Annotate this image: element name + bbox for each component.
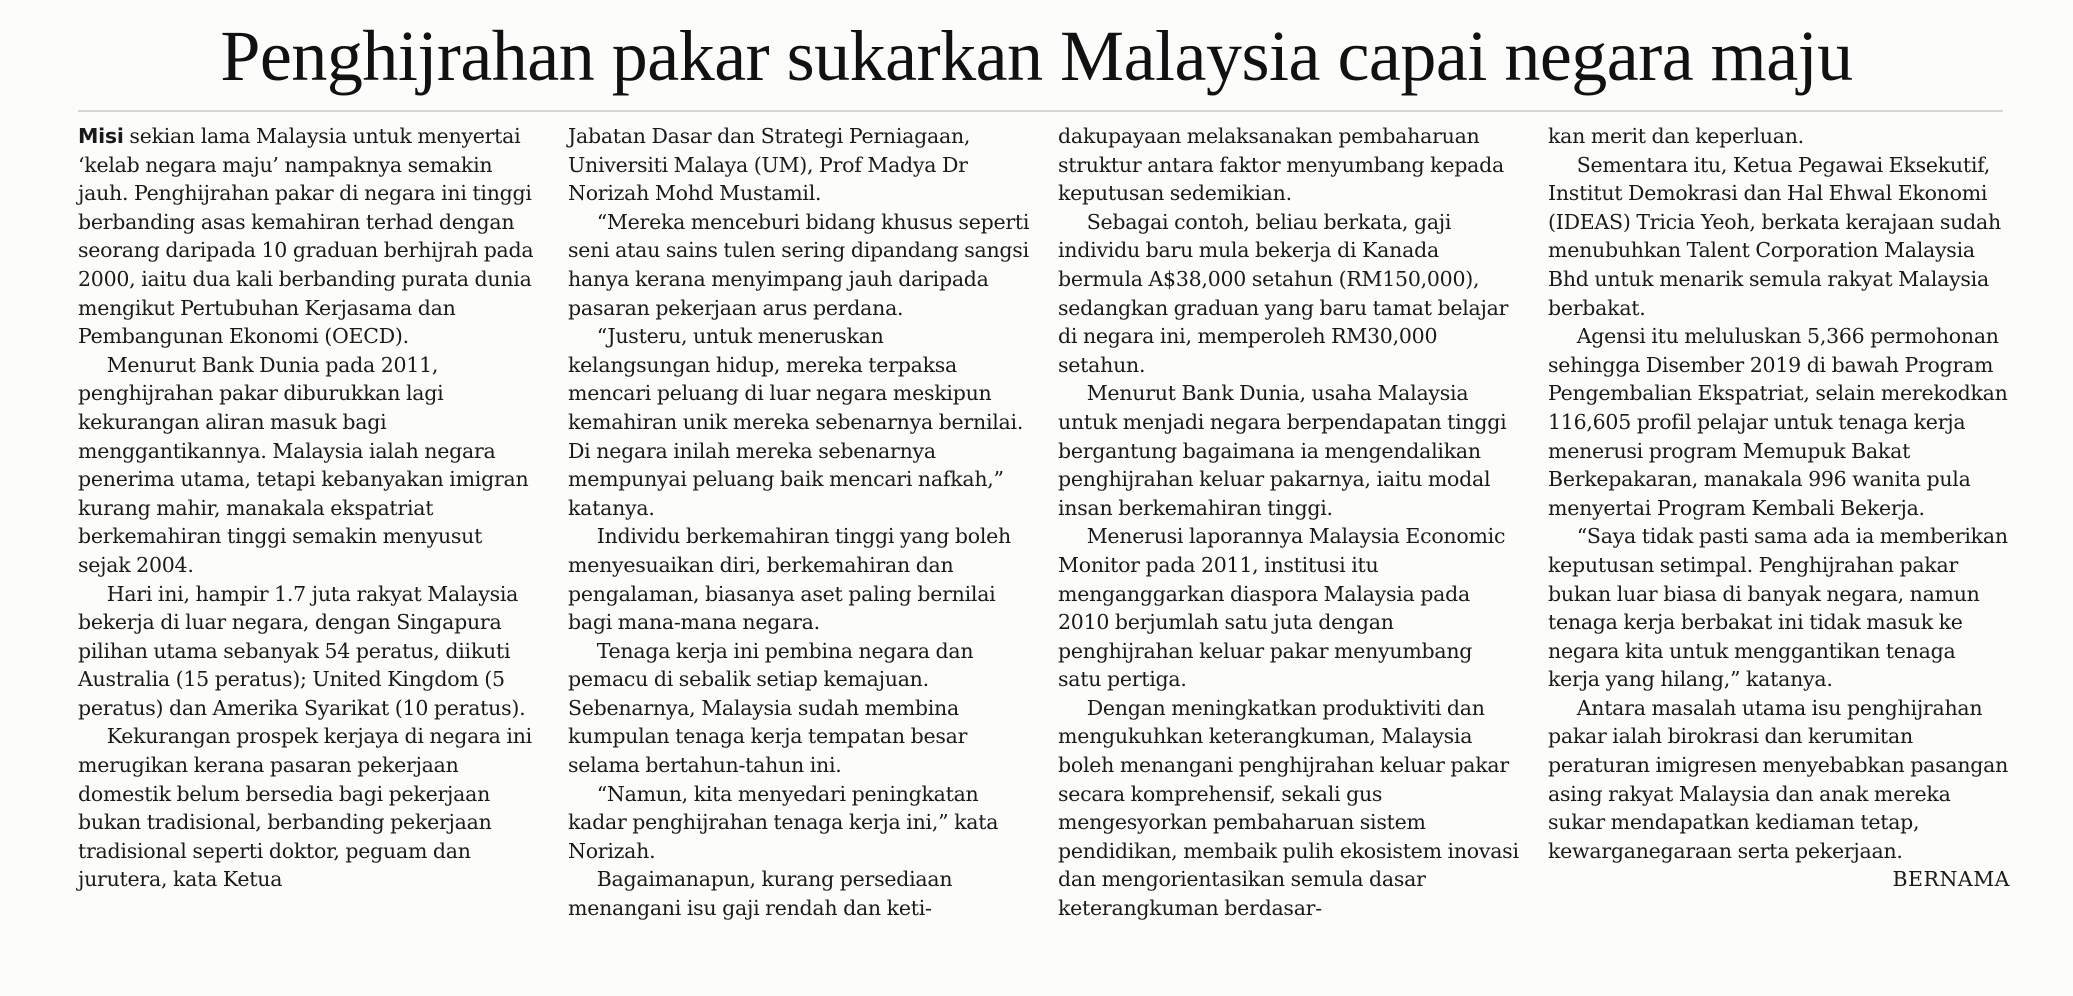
paragraph: “Justeru, untuk meneruskan kelangsungan hidup, mereka terpaksa mencari peluang di luar negara meskipun kemahiran unik mereka sebenarnya bernilai. Di negara inilah mereka sebenarnya mempunyai peluang baik mencari nafkah,” katanya.	[568, 324, 1024, 520]
paragraph	[78, 122, 540, 351]
paragraph: Tenaga kerja ini pembina negara dan pemacu di sebalik setiap kemajuan. Sebenarnya, Malaysia sudah membina kumpulan tenaga kerja tempatan besar selama bertahun-tahun ini.	[568, 638, 974, 778]
lead-word: Misi	[78, 124, 124, 148]
paragraph-text: Antara masalah utama isu penghijrahan pakar ialah birokrasi dan kerumitan peraturan imigresen menyebabkan pasangan asing rakyat Malaysia dan anak mereka sukar mendapatkan kediaman tetap, kewarganegaraan serta pekerjaan.	[1548, 695, 2009, 863]
paragraph: Sementara itu, Ketua Pegawai Eksekutif, Institut Demokrasi dan Hal Ehwal Ekonomi (IDEAS) Tricia Yeoh, berkata kerajaan sudah menubuhkan Talent Corporation Malaysia Bhd untuk menarik semula rakyat Malaysia berbakat.	[1548, 152, 2001, 320]
article-headline: Penghijrahan pakar sukarkan Malaysia capai negara maju	[220, 16, 1853, 96]
paragraph: “Saya tidak pasti sama ada ia memberikan keputusan setimpal. Penghijrahan pakar bukan luar biasa di banyak negara, namun tenaga kerja berbakat ini tidak masuk ke negara kita untuk menggantikan tenaga kerja yang hilang,” katanya.	[1548, 524, 2008, 692]
paragraph: Jabatan Dasar dan Strategi Perniagaan, Universiti Malaya (UM), Prof Madya Dr Norizah Mohd Mustamil.	[568, 124, 971, 206]
paragraph: Bagaimanapun, kurang persediaan menangani isu gaji rendah dan keti-	[568, 867, 953, 921]
paragraph: dakupayaan melaksanakan pembaharuan struktur antara faktor menyumbang kepada keputusan sedemikian.	[1058, 124, 1504, 206]
article-column-3	[1058, 122, 1520, 923]
paragraph: Hari ini, hampir 1.7 juta rakyat Malaysia bekerja di luar negara, dengan Singapura pilihan utama sebanyak 54 peratus, diikuti Australia (15 peratus); United Kingdom (5 peratus) dan Amerika Syarikat (10 peratus).	[78, 581, 526, 720]
paragraph: kan merit dan keperluan.	[1548, 124, 1804, 148]
paragraph: Menerusi laporannya Malaysia Economic Monitor pada 2011, institusi itu menganggarkan diaspora Malaysia pada 2010 berjumlah satu juta dengan penghijrahan keluar pakar menyumbang satu pertiga.	[1058, 524, 1506, 692]
paragraph: Sebagai contoh, beliau berkata, gaji individu baru mula bekerja di Kanada bermula A$38,000 setahun (RM150,000), sedangkan graduan yang baru tamat belajar di negara ini, memperoleh RM30,000 setahun.	[1058, 209, 1509, 377]
paragraph: “Namun, kita menyedari peningkatan kadar penghijrahan tenaga kerja ini,” kata Norizah.	[568, 781, 999, 863]
paragraph-text: sekian lama Malaysia untuk menyertai ‘kelab negara maju’ nampaknya semakin jauh. Penghijrahan pakar di negara ini tinggi berbanding asas kemahiran terhad dengan seorang daripada 10 graduan berhijrah pada 2000, iaitu dua kali berbanding purata dunia mengikut Pertubuhan Kerjasama dan Pembangunan Ekonomi (OECD).	[78, 124, 534, 349]
paragraph	[1548, 694, 2010, 892]
paragraph: Kekurangan prospek kerjaya di negara ini merugikan kerana pasaran pekerjaan domestik belum bersedia bagi pekerjaan bukan tradisional, berbanding pekerjaan tradisional seperti doktor, peguam dan jurutera, kata Ketua	[78, 724, 532, 892]
paragraph: Menurut Bank Dunia pada 2011, penghijrahan pakar diburukkan lagi kekurangan aliran masuk bagi menggantikannya. Malaysia ialah negara penerima utama, tetapi kebanyakan imigran kurang mahir, manakala ekspatriat berkemahiran tinggi semakin menyusut sejak 2004.	[78, 352, 529, 577]
paragraph: Dengan meningkatkan produktiviti dan mengukuhkan keterangkuman, Malaysia boleh menangani penghijrahan keluar pakar secara komprehensif, sekali gus mengesyorkan pembaharuan sistem pendidikan, membaik pulih ekosistem inovasi dan mengorientasikan semula dasar keterangkuman berdasar-	[1058, 695, 1519, 921]
article-column-1	[78, 122, 540, 894]
paragraph: “Mereka menceburi bidang khusus seperti seni atau sains tulen sering dipandang sangsi hanya kerana menyimpang jauh daripada pasaran pekerjaan arus perdana.	[568, 209, 1030, 320]
paragraph: Menurut Bank Dunia, usaha Malaysia untuk menjadi negara berpendapatan tinggi bergantung bagaimana ia mengendalikan penghijrahan keluar pakarnya, iaitu modal insan berkemahiran tinggi.	[1058, 381, 1507, 520]
article-body	[78, 122, 2010, 922]
headline-divider	[78, 110, 2003, 112]
article-column-2	[568, 122, 1030, 923]
paragraph: Agensi itu meluluskan 5,366 permohonan sehingga Disember 2019 di bawah Program Pengembalian Ekspatriat, selain merekodkan 116,605 profil pelajar untuk tenaga kerja menerusi program Memupuk Bakat Berkepakaran, manakala 996 wanita pula menyertai Program Kembali Bekerja.	[1548, 324, 2008, 520]
article-column-4	[1548, 122, 2010, 894]
paragraph: Individu berkemahiran tinggi yang boleh menyesuaikan diri, berkemahiran dan pengalaman, biasanya aset paling bernilai bagi mana-mana negara.	[568, 524, 1011, 635]
byline: BERNAMA	[1892, 867, 2010, 892]
